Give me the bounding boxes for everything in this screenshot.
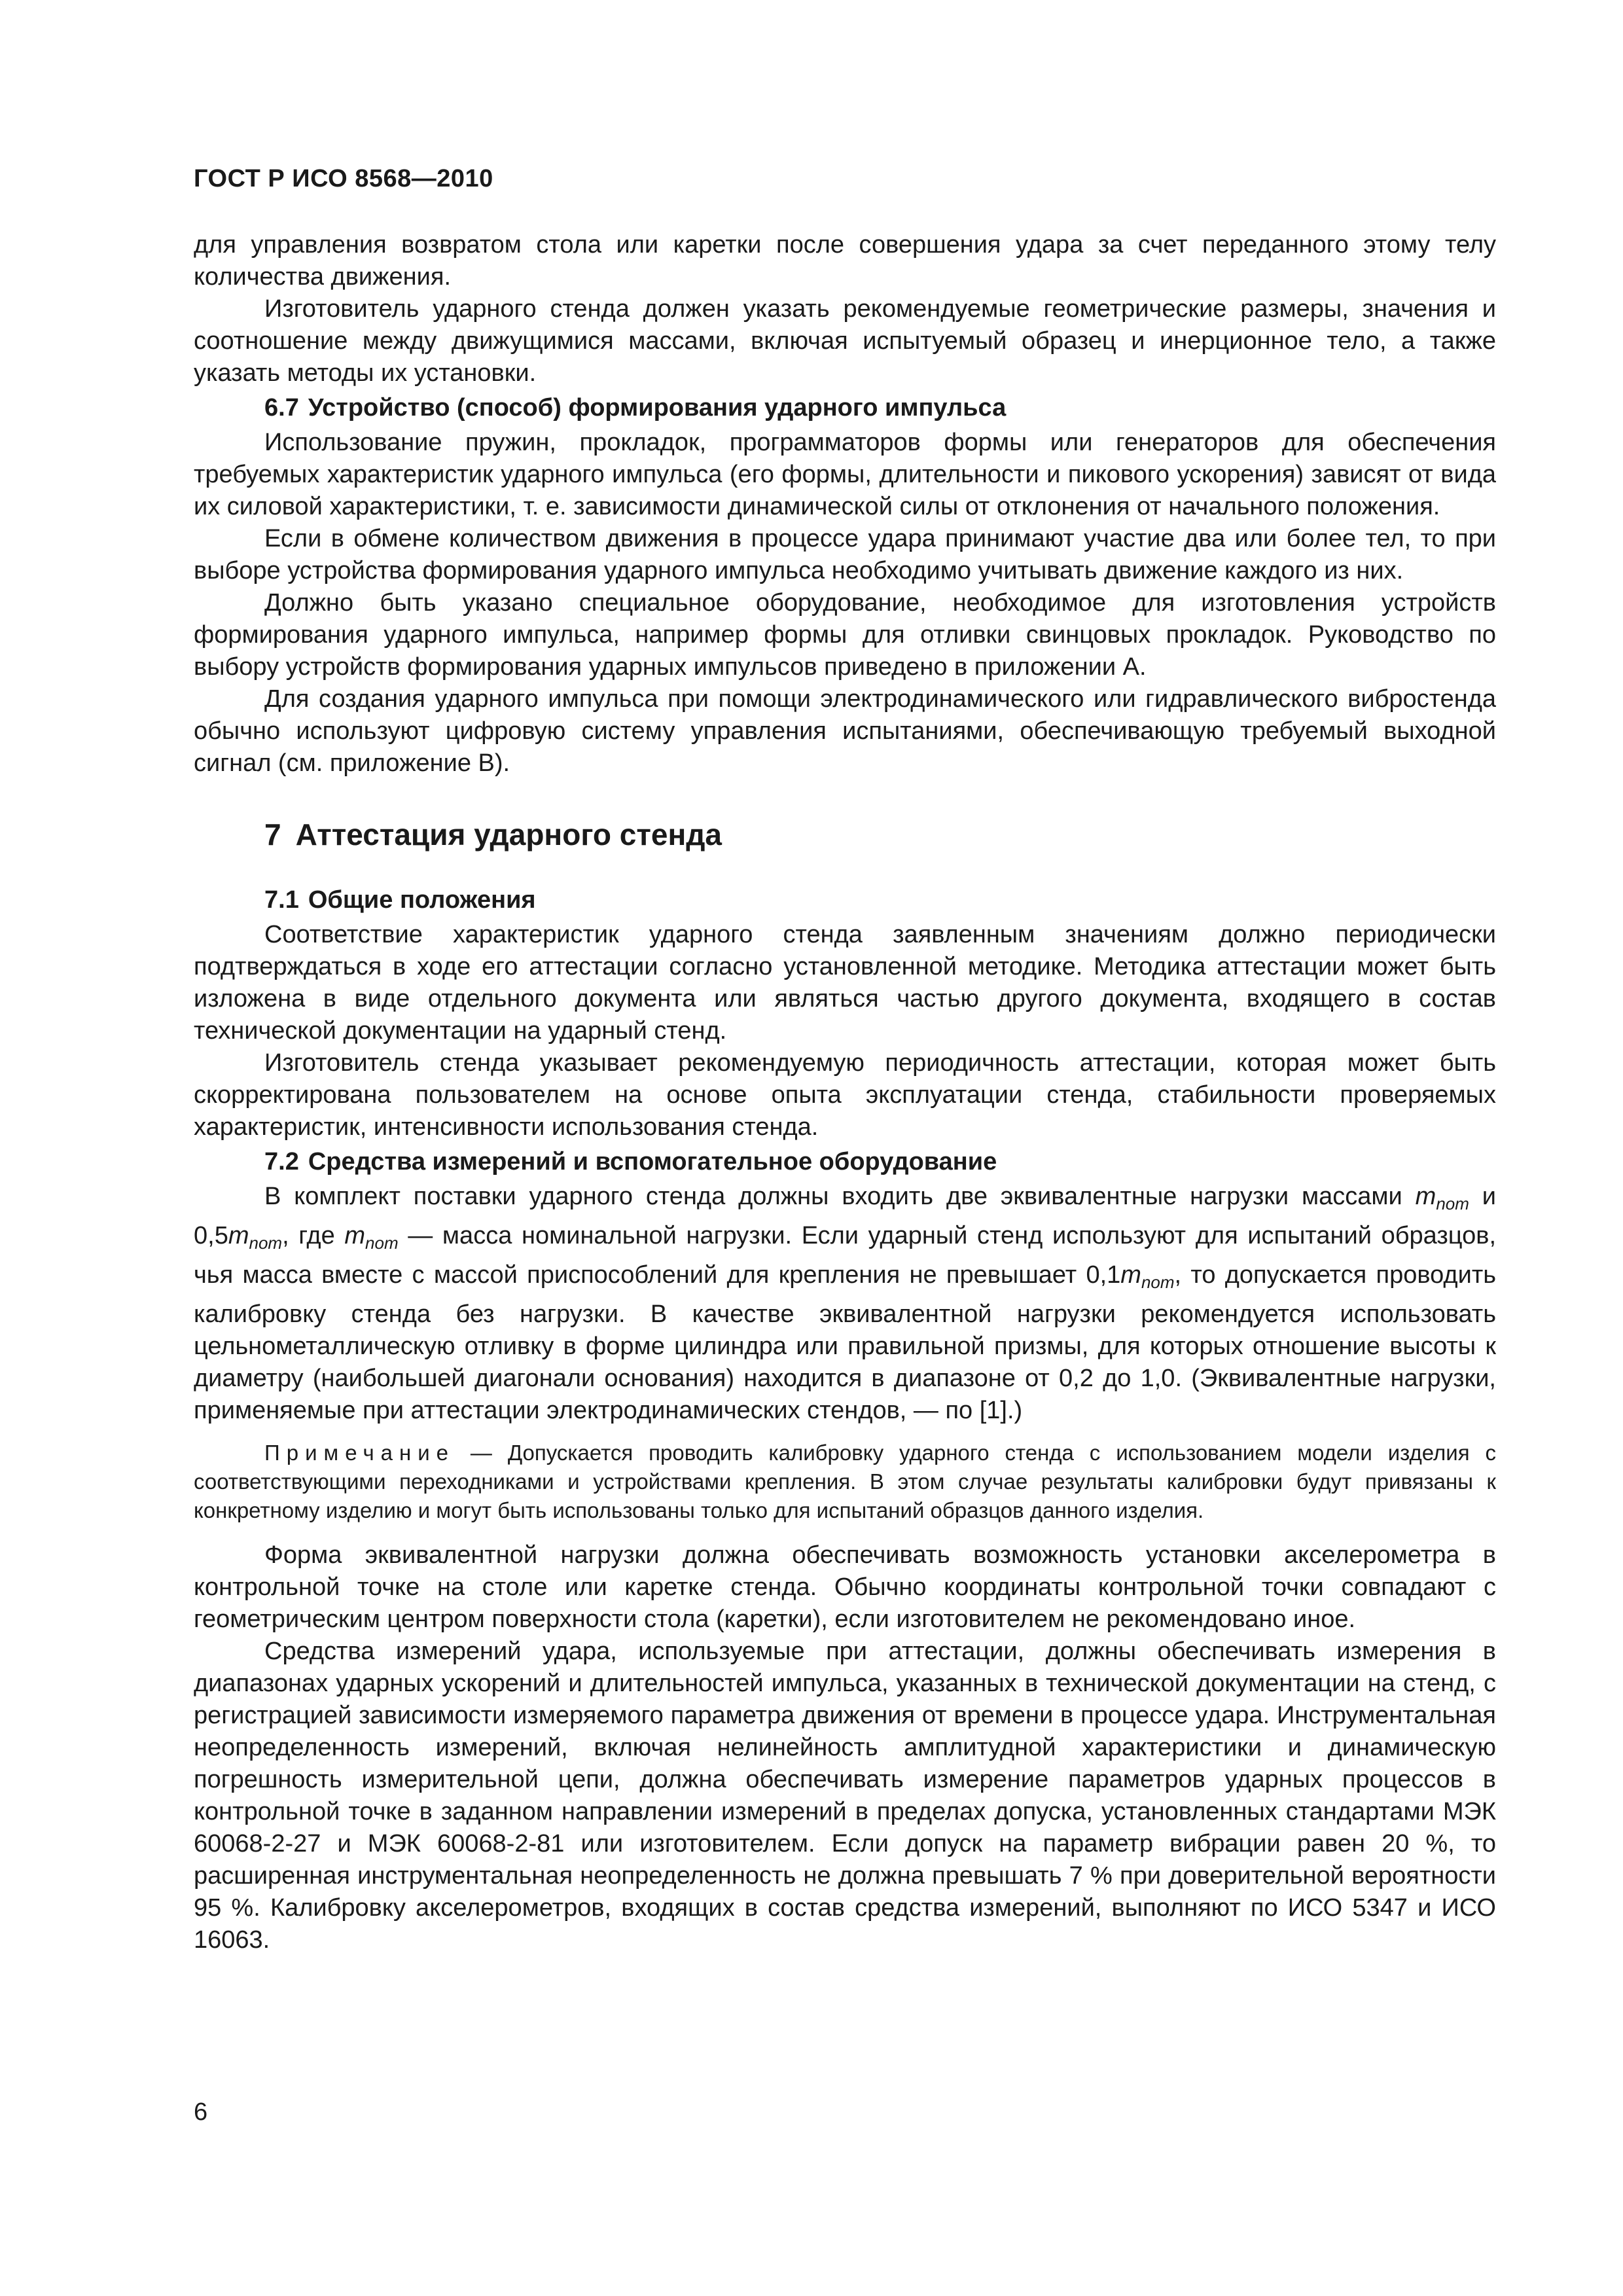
- note-text: — Допускается проводить калибровку ударного стенда с использованием модели изделия с соответствующими переходниками и устройствами крепления. В этом случае результаты калибровки будут привязаны к конкретному изделию и могут быть использованы только для испытаний образцов данного изделия.: [194, 1441, 1497, 1522]
- note-label: Примечание: [264, 1441, 455, 1465]
- section-7-number: 7: [264, 817, 281, 852]
- paragraph-manufacturer: Изготовитель ударного стенда должен указать рекомендуемые геометрические размеры, значения и соотношение между движущимися массами, включая испытуемый образец и инерционное тело, а также указать методы их установки.: [194, 295, 1496, 387]
- document-body: [194, 229, 1496, 1956]
- subscript-nom: nom: [249, 1233, 283, 1253]
- variable-m: m: [228, 1222, 249, 1249]
- section-6-7-title: Устройство (способ) формирования ударного импульса: [308, 394, 1007, 422]
- section-6-7-paragraph-2: Если в обмене количеством движения в процессе удара принимают участие два или более тел, то при выборе устройства формирования ударного импульса необходимо учитывать движение каждого из них.: [194, 525, 1496, 584]
- document-header: ГОСТ Р ИСО 8568—2010: [194, 165, 493, 192]
- section-6-7-paragraph-1: Использование пружин, прокладок, программаторов формы или генераторов для обеспечения требуемых характеристик ударного импульса (его формы, длительности и пикового ускорения) зависят от вида их силовой характеристики, т. е. зависимости динамической силы от отклонения от начального положения.: [194, 429, 1496, 520]
- subscript-nom: nom: [1141, 1272, 1175, 1292]
- section-6-7-paragraph-3: Должно быть указано специальное оборудование, необходимое для изготовления устройств формирования ударного импульса, например формы для отливки свинцовых прокладок. Руководство по выбору устройств формирования ударных импульсов приведено в приложении А.: [194, 589, 1496, 681]
- section-7-title: Аттестация ударного стенда: [295, 817, 722, 852]
- section-7-1-title: Общие положения: [308, 886, 536, 914]
- section-7-2-heading: [194, 1146, 1496, 1178]
- section-6-7-heading: [194, 392, 1496, 424]
- variable-m: m: [1120, 1261, 1141, 1289]
- variable-m: m: [1415, 1183, 1436, 1210]
- subscript-nom: nom: [365, 1233, 399, 1253]
- section-7-heading: [194, 816, 1496, 853]
- paragraph-continuation: для управления возвратом стола или каретки после совершения удара за счет переданного этому телу количества движения.: [194, 231, 1496, 291]
- section-7-2-paragraph-3: Средства измерений удара, используемые при аттестации, должны обеспечивать измерения в диапазонах ударных ускорений и длительностей импульса, указанных в технической документации на стенд, с регистрацией зависимости измеряемого параметра движения от времени в процессе удара. Инструментальная неопределенность измерений, включая нелинейность амплитудной характеристики и динамическую погрешность измерительной цепи, должна обеспечивать измерение параметров ударных процессов в контрольной точке в заданном направлении измерений в пределах допуска, установленных стандартами МЭК 60068-2-27 и МЭК 60068-2-81 или изготовителем. Если допуск на параметр вибрации равен 20 %, то расширенная инструментальная неопределенность не должна превышать 7 % при доверительной вероятности 95 %. Калибровку акселерометров, входящих в состав средства измерений, выполняют по ИСО 5347 и ИСО 16063.: [194, 1638, 1496, 1954]
- section-7-1-paragraph-1: Соответствие характеристик ударного стенда заявленным значениям должно периодически подтверждаться в ходе его аттестации согласно установленной методике. Методика аттестации может быть изложена в виде отдельного документа или являться частью другого документа, входящего в состав технической документации на ударный стенд.: [194, 921, 1496, 1045]
- section-7-1-number: 7.1: [264, 886, 299, 914]
- variable-m: m: [344, 1222, 366, 1249]
- section-7-1-paragraph-2: Изготовитель стенда указывает рекомендуемую периодичность аттестации, которая может быть скорректирована пользователем на основе опыта эксплуатации стенда, стабильности проверяемых характеристик, интенсивности использования стенда.: [194, 1049, 1496, 1141]
- section-7-2-paragraph-1: В комплект поставки ударного стенда должны входить две эквивалентные нагрузки массами $m_{nom}$ и $0,5m_{nom}$, где $m_{nom}$ — масса номинальной нагрузки. Если ударный стенд используют для испытаний образцов, чья масса вместе с массой приспособлений для крепления не превышает $0,1m_{nom}$, то допускается проводить калибровку стенда без нагрузки. В качестве эквивалентной нагрузки рекомендуется использовать цельнометаллическую отливку в форме цилиндра или правильной призмы, для которых отношение высоты к диаметру (наибольшей диагонали основания) находится в диапазоне от 0,2 до 1,0. (Эквивалентные нагрузки, применяемые при аттестации электродинамических стендов, — по [1].): [194, 1183, 1497, 1424]
- section-7-2-paragraph-2: Форма эквивалентной нагрузки должна обеспечивать возможность установки акселерометра в контрольной точке на столе или каретке стенда. Обычно координаты контрольной точки совпадают с геометрическим центром поверхности стола (каретки), если изготовителем не рекомендовано иное.: [194, 1541, 1496, 1633]
- section-7-1-heading: [194, 884, 1496, 916]
- section-6-7-paragraph-4: Для создания ударного импульса при помощи электродинамического или гидравлического вибростенда обычно используют цифровую систему управления испытаниями, обеспечивающую требуемый выходной сигнал (см. приложение В).: [194, 685, 1496, 777]
- section-6-7-number: 6.7: [264, 394, 299, 422]
- section-7-2-number: 7.2: [264, 1148, 299, 1175]
- note-block: [194, 1439, 1496, 1525]
- subscript-nom: nom: [1436, 1194, 1469, 1213]
- page-number: 6: [194, 2098, 208, 2126]
- section-7-2-title: Средства измерений и вспомогательное оборудование: [308, 1148, 997, 1175]
